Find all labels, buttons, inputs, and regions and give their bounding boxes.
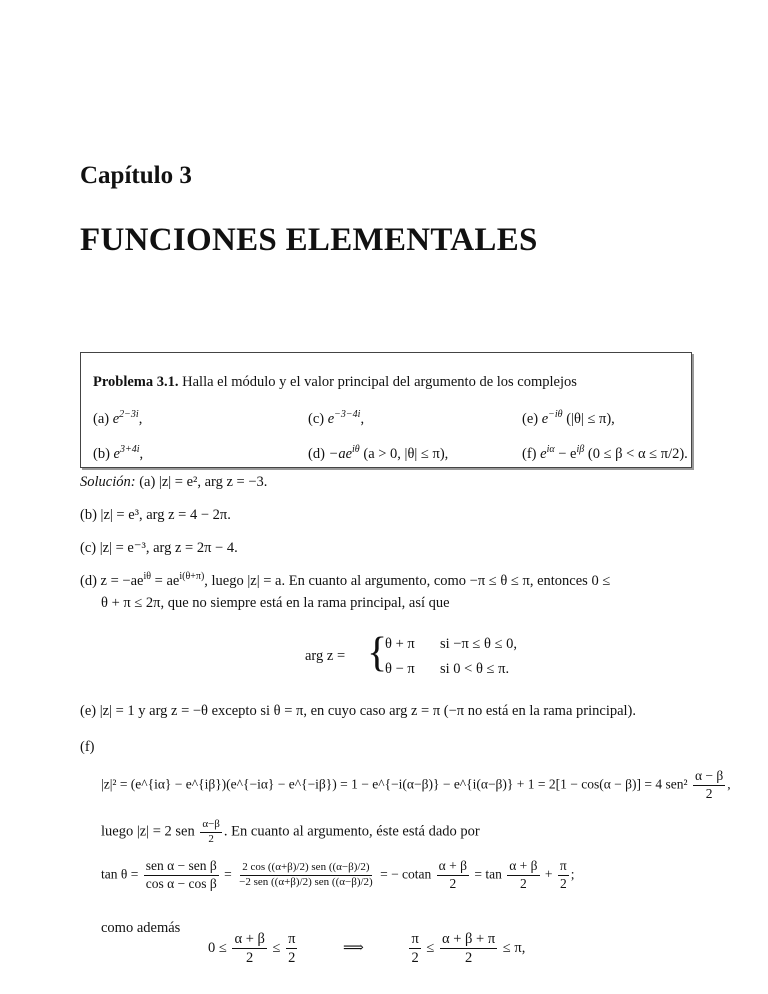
text-segment: 2 <box>559 875 567 891</box>
problem-text: Halla el módulo y el valor principal del argumento de los complejos <box>182 374 577 390</box>
text-segment: |z|² = (e^{iα} − e^{iβ})(e^{−iα} − e^{−iβ}) = 1 − e^{−i(α−β)} − e^{i(α−β)} + 1 = 2[1 − cos(α − β)] = 4 sen² <box>101 776 688 792</box>
text-segment: ≤ <box>272 939 281 956</box>
text-segment: 2 <box>288 950 296 967</box>
solution-e <box>80 703 636 720</box>
cases-lhs: arg z = <box>305 648 346 664</box>
solution-a <box>80 474 267 491</box>
text-segment: . En cuanto al argumento, éste está dado por <box>223 823 480 840</box>
text-segment: 2 <box>208 832 214 845</box>
text-segment: −iθ <box>548 409 563 420</box>
text-segment: z = −ae <box>100 573 144 589</box>
text-segment: −2 sen ((α+β)/2) sen ((α−β)/2) <box>239 875 373 888</box>
fraction <box>200 818 222 847</box>
text-segment: (f) <box>522 446 537 462</box>
case-1 <box>385 636 517 653</box>
item-e <box>522 411 615 428</box>
text-segment: ; <box>570 866 575 882</box>
text-segment: (c) <box>80 540 97 556</box>
text-segment: α + β <box>507 858 539 876</box>
text-segment: Solución: <box>80 474 136 490</box>
text-segment: cos α − cos β <box>145 875 217 891</box>
fraction <box>237 861 375 890</box>
fraction <box>558 858 569 893</box>
fraction <box>507 858 539 893</box>
text-segment: π <box>286 930 297 949</box>
text-segment: 2−3i <box>119 409 139 420</box>
text-segment: 2 <box>464 950 473 967</box>
text-segment: 0 ≤ <box>208 939 227 956</box>
text-segment: |z| = 1 y arg z = −θ excepto si θ = π, en cuyo caso arg z = π (−π no está en la rama principal). <box>99 703 637 719</box>
text-segment: |z| = e³, arg z = 4 − 2π. <box>100 507 231 523</box>
text-segment: −3−4i <box>334 409 361 420</box>
text-segment: i(θ+π) <box>179 571 205 582</box>
item-b <box>93 446 143 463</box>
solution-f-label: (f) <box>80 739 95 755</box>
text-segment: , <box>139 446 144 462</box>
item-f <box>522 446 688 463</box>
text-segment: 2 <box>246 950 254 967</box>
solution-d-line1 <box>80 573 610 590</box>
text-segment: π <box>558 858 569 876</box>
fraction <box>286 930 297 967</box>
tan-equation: tan θ = $\frac{\text{sen α − sen β}}{\text{cos α − cos β}}$ = $\frac{\text{2 cos ((α+β)/2) sen ((α−β)/2)}}{\text{−2 sen ((α+β)/2) sen ((α−β)/2)}}$ = − cotan $\frac{\alpha + \beta}{2}$ = tan $\frac{\alpha + \beta}{2}$ + $\frac{\pi}{2}$ ; <box>101 858 575 891</box>
text-segment: si −π ≤ θ ≤ 0, <box>440 636 518 652</box>
text-segment: e <box>113 446 120 462</box>
text-segment: luego |z| = 2 sen <box>101 823 195 840</box>
text-segment: + <box>544 866 553 882</box>
text-segment: iθ <box>143 571 152 582</box>
text-segment: α−β <box>200 818 222 833</box>
text-segment: 2 <box>449 875 457 891</box>
text-segment: , <box>360 411 365 427</box>
text-segment: ⟹ <box>343 939 364 956</box>
text-segment: e <box>541 411 549 427</box>
text-segment: (e) <box>522 411 539 427</box>
text-segment: (b) <box>80 507 97 523</box>
text-segment: (c) <box>308 411 325 427</box>
fraction <box>409 930 420 967</box>
text-segment: (a) <box>93 411 110 427</box>
text-segment: ≤ π, <box>502 939 526 956</box>
fraction <box>437 858 469 893</box>
text-segment: = tan <box>474 866 502 882</box>
problem-heading: Problema 3.1. <box>93 374 179 390</box>
text-segment: (0 ≤ β < α ≤ π/2). <box>584 446 688 462</box>
chapter-label: Capítulo 3 <box>80 162 192 189</box>
text-segment: , <box>138 411 143 427</box>
text-segment: 2 <box>411 950 419 967</box>
fraction <box>232 930 266 967</box>
luego-line <box>101 818 480 847</box>
text-segment: sen α − sen β <box>144 858 219 876</box>
text-segment: iβ <box>576 444 585 455</box>
text-segment: α + β + π <box>440 930 497 949</box>
text-segment: α − β <box>693 768 725 786</box>
text-segment: = ae <box>151 573 180 589</box>
text-segment: , luego |z| = a. En cuanto al argumento, como −π ≤ θ ≤ π, entonces 0 ≤ <box>204 573 611 589</box>
text-segment: (a > 0, |θ| ≤ π), <box>359 446 449 462</box>
text-segment: −ae <box>328 446 353 462</box>
text-segment: , <box>727 776 731 792</box>
text-segment: |z| = e⁻³, arg z = 2π − 4. <box>99 540 238 556</box>
text-segment: α + β <box>232 930 266 949</box>
text-segment: θ + π <box>385 636 415 652</box>
text-segment: iθ <box>352 444 360 455</box>
text-segment: e <box>327 411 335 427</box>
case-2 <box>385 661 509 678</box>
chapter-title: FUNCIONES ELEMENTALES <box>80 222 538 258</box>
text-segment: tan θ = <box>101 866 139 882</box>
text-segment: (e) <box>80 703 97 719</box>
item-c <box>308 411 364 428</box>
text-segment: 2 <box>520 875 527 891</box>
text-segment: ≤ <box>426 939 435 956</box>
text-segment: (d) <box>80 573 97 589</box>
solution-b <box>80 507 231 524</box>
text-segment: 2 <box>705 785 713 801</box>
text-segment: (a) <box>139 474 156 490</box>
text-segment: 3+4i <box>119 444 140 455</box>
fraction <box>144 858 219 893</box>
fraction <box>693 768 725 803</box>
text-segment: π <box>409 930 420 949</box>
fraction <box>440 930 497 967</box>
item-d <box>308 446 448 463</box>
cases-brace: { <box>367 630 388 676</box>
text-segment: = − cotan <box>380 866 432 882</box>
text-segment: iα <box>546 444 555 455</box>
text-segment: (d) <box>308 446 325 462</box>
text-segment: (b) <box>93 446 110 462</box>
text-segment: 2 cos ((α+β)/2) sen ((α−β)/2) <box>240 861 371 876</box>
modulus-equation <box>101 768 731 803</box>
text-segment: α + β <box>437 858 469 876</box>
inequality <box>208 930 525 967</box>
text-segment: (|θ| ≤ π), <box>562 411 615 427</box>
text-segment: − e <box>554 446 577 462</box>
como-ademas: como además <box>101 920 181 936</box>
problem-statement <box>93 374 577 391</box>
text-segment: e <box>112 411 120 427</box>
text-segment: si 0 < θ ≤ π. <box>440 661 510 677</box>
item-a <box>93 411 142 428</box>
solution-d-line2: θ + π ≤ 2π, que no siempre está en la rama principal, así que <box>101 595 450 611</box>
text-segment: |z| = e², arg z = −3. <box>158 474 268 490</box>
text-segment: e <box>540 446 547 462</box>
solution-c <box>80 540 238 557</box>
text-segment: θ − π <box>385 661 415 677</box>
